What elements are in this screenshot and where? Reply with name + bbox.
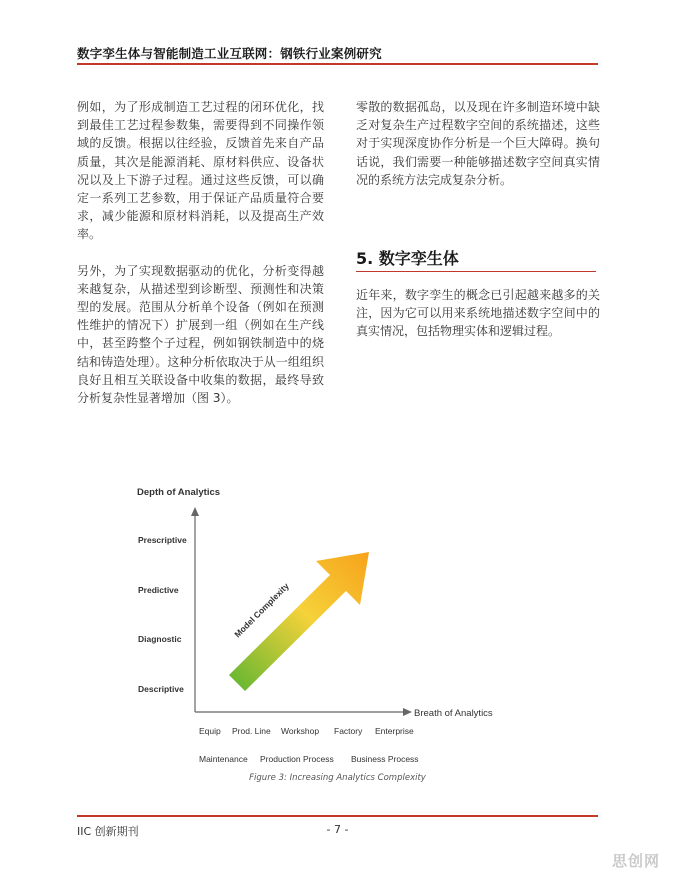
x-level-label: Business Process — [351, 754, 419, 764]
x-axis-title: Breath of Analytics — [414, 708, 493, 719]
x-level-label: Maintenance — [199, 754, 248, 764]
x-level-label: Equip — [199, 726, 221, 736]
y-level-label: Predictive — [138, 585, 179, 595]
section-title: 5. 数字孪生体 — [356, 249, 459, 268]
footer-rule — [77, 815, 598, 817]
arrow-label: Model Complexity — [232, 580, 291, 640]
x-level-label: Workshop — [281, 726, 320, 736]
running-header: 数字孪生体与智能制造工业互联网：钢铁行业案例研究 — [77, 46, 382, 61]
x-axis-arrowhead — [403, 708, 412, 716]
paragraph: 例如，为了形成制造工艺过程的闭环优化，找到最佳工艺过程参数集，需要得到不同操作领域的反馈。根据以往经验，反馈首先来自产品质量，其次是能源消耗、原材料供应、设备状况以及上下游子过程。通过这些反馈，可以确定一系列工艺参数，用于保证产品质量符合要求，减少能源和原材料消耗，以及提高生产效率。 — [77, 100, 324, 242]
paragraph: 零散的数据孤岛，以及现在许多制造环境中缺乏对复杂生产过程数字空间的系统描述，这些对于实现深度协作分析是一个巨大障碍。换句话说，我们需要一种能够描述数字空间真实情况的系统方法完成复杂分析。 — [356, 100, 600, 187]
paragraph: 另外，为了实现数据驱动的优化，分析变得越来越复杂，从描述型到诊断型、预测性和决策型的发展。范围从分析单个设备（例如在预测性维护的情况下）扩展到一组（例如在生产线中，甚至跨整个子过程，例如钢铁制造中的烧结和铸造处理）。这种分析依取决于从一组组织良好且相互关联设备中收集的数据，最终导致分析复杂性显著增加（图 3）。 — [77, 263, 324, 406]
section-rule — [356, 271, 596, 272]
x-level-label: Enterprise — [375, 726, 414, 736]
y-axis-title: Depth of Analytics — [137, 487, 221, 498]
page-number: - 7 - — [326, 823, 349, 836]
y-level-label: Descriptive — [138, 684, 184, 694]
header-rule — [77, 63, 598, 65]
journal-name: IIC 创新期刊 — [77, 825, 139, 838]
y-axis-arrowhead — [191, 507, 199, 516]
y-level-label: Diagnostic — [138, 634, 182, 644]
x-level-label: Factory — [334, 726, 363, 736]
y-level-label: Prescriptive — [138, 535, 187, 545]
right-column — [356, 98, 600, 207]
left-column — [77, 98, 324, 425]
analytics-complexity-diagram — [125, 480, 545, 770]
figure-caption: Figure 3: Increasing Analytics Complexity — [249, 773, 426, 783]
x-level-label: Prod. Line — [232, 726, 271, 736]
x-level-label: Production Process — [260, 754, 334, 764]
paragraph: 近年来，数字孪生的概念已引起越来越多的关注，因为它可以用来系统地描述数字空间中的真实情况，包括物理实体和逻辑过程。 — [356, 288, 600, 339]
watermark-logo: 思创网 — [612, 852, 661, 870]
